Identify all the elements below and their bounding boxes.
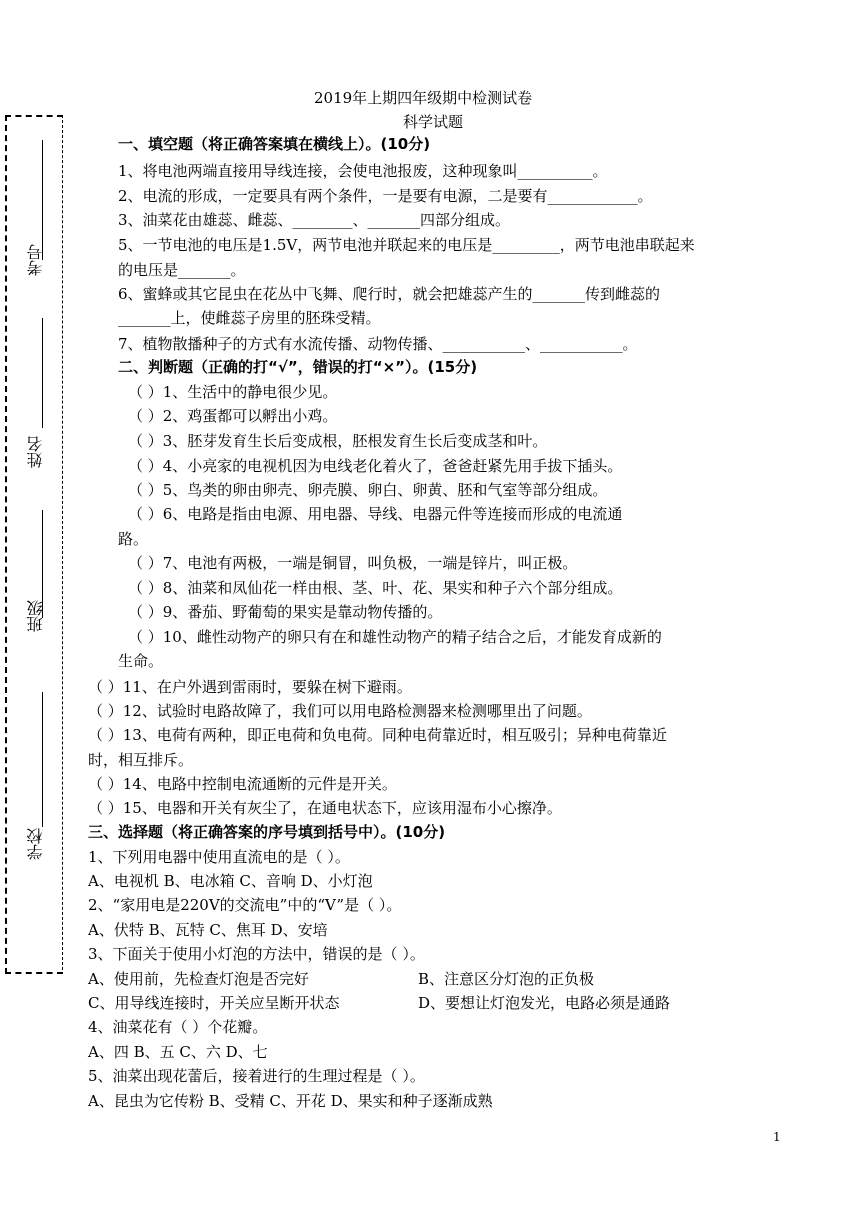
question-line: 的电压是_______。 [118, 261, 246, 279]
question-line: 时，相互排斥。 [88, 751, 194, 769]
question-line: （ ）14、电路中控制电流通断的元件是开关。 [88, 775, 397, 793]
question-line: 1、将电池两端直接用导线连接，会使电池报废，这种现象叫__________。 [118, 162, 608, 180]
binding-label-name: 姓名 [26, 436, 45, 468]
binding-label-exam-number: 考号 [26, 244, 45, 276]
question-line: 2、电流的形成，一定要具有两个条件，一是要有电源，二是要有____________。 [118, 187, 653, 205]
question-line: 7、植物散播种子的方式有水流传播、动物传播、___________、___________。 [118, 335, 638, 353]
answer-options: A、伏特 B、瓦特 C、焦耳 D、安培 [88, 921, 328, 939]
question-line: 2、“家用电是220V的交流电”中的“V”是（ ）。 [88, 896, 402, 914]
question-line: （ ）2、鸡蛋都可以孵出小鸡。 [128, 407, 338, 425]
question-line: （ ）8、油菜和凤仙花一样由根、茎、叶、花、果实和种子六个部分组成。 [128, 579, 623, 597]
question-line: 5、油菜出现花蕾后，接着进行的生理过程是（ ）。 [88, 1067, 425, 1085]
question-line: （ ）6、电路是指由电源、用电器、导线、电器元件等连接而形成的电流通 [128, 505, 623, 523]
question-line: （ ）10、雌性动物产的卵只有在和雄性动物产的精子结合之后，才能发育成新的 [128, 628, 662, 646]
question-line: （ ）7、电池有两极，一端是铜冒，叫负极，一端是锌片，叫正极。 [128, 554, 578, 572]
question-line: （ ）5、鸟类的卵由卵壳、卵壳膜、卵白、卵黄、胚和气室等部分组成。 [128, 481, 608, 499]
section-heading-true-false: 二、判断题（正确的打“√”，错误的打“×”）。(15分) [118, 358, 478, 376]
question-line: 4、油菜花有（ ）个花瓣。 [88, 1018, 268, 1036]
binding-label-school: 学校 [26, 828, 45, 860]
answer-option: A、使用前，先检查灯泡是否完好 [88, 970, 309, 988]
field-line-name [42, 318, 43, 428]
question-line: 生命。 [118, 652, 164, 670]
question-line: 5、一节电池的电压是1.5V，两节电池并联起来的电压是_________，两节电池串联起来 [118, 236, 695, 254]
question-line: 6、蜜蜂或其它昆虫在花丛中飞舞、爬行时，就会把雄蕊产生的_______传到雌蕊的 [118, 285, 661, 303]
question-line: （ ）12、试验时电路故障了，我们可以用电路检测器来检测哪里出了问题。 [88, 702, 592, 720]
field-line-exam-number [42, 140, 43, 260]
section-heading-multiple-choice: 三、选择题（将正确答案的序号填到括号中）。(10分) [88, 823, 446, 841]
answer-options: A、四 B、五 C、六 D、七 [88, 1043, 268, 1061]
exam-title: 2019年上期四年级期中检测试卷 [314, 89, 533, 107]
answer-option: D、要想让灯泡发光，电路必须是通路 [418, 994, 671, 1012]
exam-subtitle: 科学试题 [403, 113, 464, 131]
binding-border-inner [62, 115, 63, 970]
question-line: 路。 [118, 530, 149, 548]
binding-label-class: 班级 [26, 600, 45, 632]
answer-option: B、注意区分灯泡的正负极 [418, 970, 595, 988]
answer-option: C、用导线连接时，开关应呈断开状态 [88, 994, 340, 1012]
question-line: （ ）4、小亮家的电视机因为电线老化着火了，爸爸赶紧先用手拔下插头。 [128, 457, 623, 475]
question-line: 3、油菜花由雄蕊、雌蕊、________、_______四部分组成。 [118, 211, 511, 229]
page-number: 1 [773, 1130, 781, 1144]
question-line: （ ）1、生活中的静电很少见。 [128, 383, 338, 401]
question-line: （ ）15、电器和开关有灰尘了，在通电状态下，应该用湿布小心擦净。 [88, 799, 562, 817]
question-line: （ ）3、胚芽发育生长后变成根，胚根发育生长后变成茎和叶。 [128, 432, 548, 450]
question-line: _______上，使雌蕊子房里的胚珠受精。 [118, 309, 381, 327]
answer-options: A、昆虫为它传粉 B、受精 C、开花 D、果实和种子逐渐成熟 [88, 1092, 493, 1110]
question-line: （ ）11、在户外遇到雷雨时，要躲在树下避雨。 [88, 678, 412, 696]
answer-options: A、电视机 B、电冰箱 C、音响 D、小灯泡 [88, 872, 373, 890]
question-line: 1、下列用电器中使用直流电的是（ ）。 [88, 848, 350, 866]
section-heading-fill-blank: 一、填空题（将正确答案填在横线上）。(10分) [118, 135, 431, 153]
question-line: 3、下面关于使用小灯泡的方法中，错误的是（ ）。 [88, 945, 425, 963]
question-line: （ ）13、电荷有两种，即正电荷和负电荷。同种电荷靠近时，相互吸引；异种电荷靠近 [88, 726, 667, 744]
question-line: （ ）9、番茄、野葡萄的果实是靠动物传播的。 [128, 603, 443, 621]
field-line-school [42, 692, 43, 827]
